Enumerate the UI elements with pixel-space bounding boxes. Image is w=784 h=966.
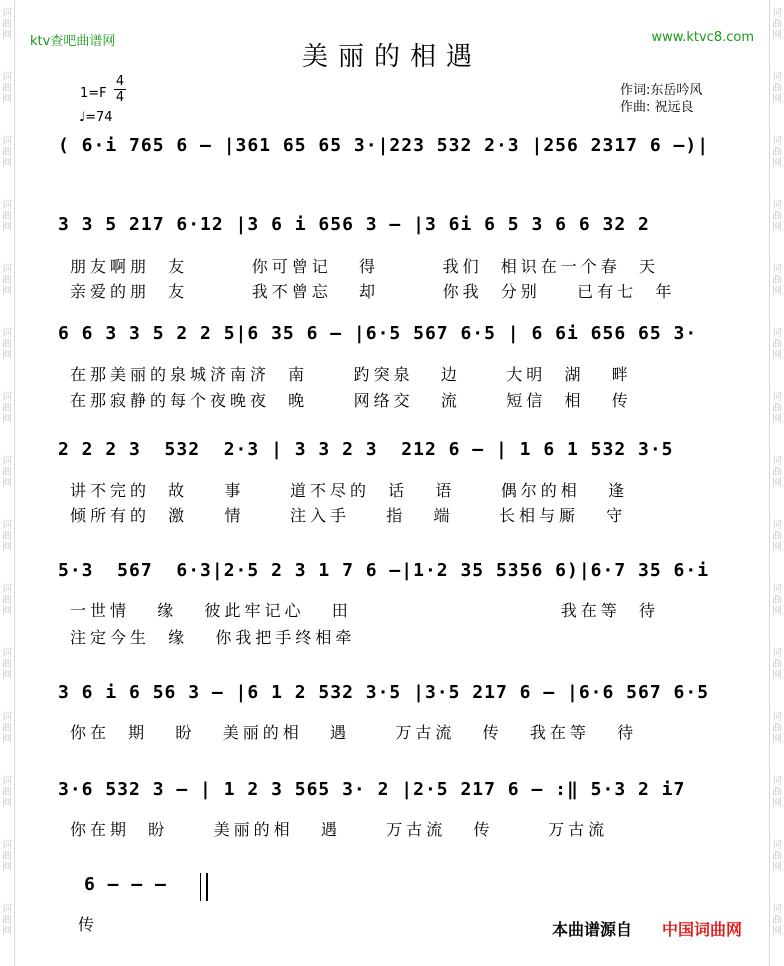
site-url-right: www.ktvc8.com (651, 30, 754, 45)
lyric-row-6: 你在 期 盼 美丽的相 遇 万古流 传 我在等 待 (70, 723, 638, 742)
watermark-left-9: 词 曲 网 (2, 584, 12, 617)
source-label: 本曲谱源自 (552, 920, 633, 939)
notation-row-1: ( 6·i 765 6 – |361 65 65 3·|223 532 2·3 |256 2317 6 –)| (58, 135, 710, 156)
notation-row-6: 3 6 i 6 56 3 – |6 1 2 532 3·5 |3·5 217 6 – |6·6 567 6·5 (58, 682, 710, 703)
watermark-left-10: 词 曲 网 (2, 648, 12, 681)
watermark-left-5: 词 曲 网 (2, 328, 12, 361)
watermark-left-0: 词 曲 网 (2, 8, 12, 41)
watermark-right-13: 词 曲 网 (772, 840, 782, 873)
lyric-row-5-verse-1: 一世情 缘 彼此牢记心 田 我在等 待 (70, 601, 659, 620)
watermark-left-1: 词 曲 网 (2, 72, 12, 105)
lyric-row-4-verse-1: 讲不完的 故 事 道不尽的 话 语 偶尔的相 逢 (70, 481, 629, 500)
lyric-row-3-verse-1: 在那美丽的泉城济南济 南 趵突泉 边 大明 湖 畔 (70, 365, 632, 384)
tempo-marking: ♩=74 (79, 110, 113, 125)
lyric-row-5-verse-2: 注定今生 缘 你我把手终相牵 (70, 628, 356, 647)
lyric-row-4-verse-2: 倾所有的 激 情 注入手 指 端 长相与厮 守 (70, 506, 627, 525)
lyric-row-8: 传 (78, 915, 99, 934)
watermark-right-11: 词 曲 网 (772, 712, 782, 745)
song-title: 美丽的相遇 (301, 42, 482, 72)
notation-row-2: 3 3 5 217 6·12 |3 6 i 656 3 – |3 6i 6 5 3 6 6 32 2 (58, 214, 650, 235)
time-signature (114, 74, 126, 105)
watermark-right-7: 词 曲 网 (772, 456, 782, 489)
notation-row-8: 6 – – – (84, 874, 167, 895)
credits (620, 82, 702, 116)
watermark-left-11: 词 曲 网 (2, 712, 12, 745)
watermark-left-12: 词 曲 网 (2, 776, 12, 809)
final-barline (200, 873, 208, 901)
key-signature: 1=F (80, 86, 107, 101)
watermark-right-14: 词 曲 网 (772, 904, 782, 937)
lyric-row-7: 你在期 盼 美丽的相 遇 万古流 传 万古流 (70, 820, 609, 839)
watermark-right-5: 词 曲 网 (772, 328, 782, 361)
watermark-right-10: 词 曲 网 (772, 648, 782, 681)
notation-row-4: 2 2 2 3 532 2·3 | 3 3 2 3 212 6 – | 1 6 1 532 3·5 (58, 439, 674, 460)
watermark-right-4: 词 曲 网 (772, 264, 782, 297)
notation-row-5: 5·3 567 6·3|2·5 2 3 1 7 6 –|1·2 35 5356 6)|6·7 35 6·i (58, 560, 710, 581)
time-signature-bottom: 4 (115, 90, 125, 105)
notation-row-3: 6 6 3 3 5 2 2 5|6 35 6 – |6·5 567 6·5 | 6 6i 656 65 3· (58, 323, 698, 344)
lyric-row-2-verse-1: 朋友啊朋 友 你可曾记 得 我们 相识在一个春 天 (70, 257, 659, 276)
composer: 作曲: 祝远良 (620, 100, 694, 115)
watermark-right-2: 词 曲 网 (772, 136, 782, 169)
site-name-left: ktv查吧曲谱网 (30, 34, 116, 49)
watermark-left-6: 词 曲 网 (2, 392, 12, 425)
watermark-left-7: 词 曲 网 (2, 456, 12, 489)
lyric-row-2-verse-2: 亲爱的朋 友 我不曾忘 却 你我 分别 已有七 年 (70, 282, 676, 301)
watermark-left-2: 词 曲 网 (2, 136, 12, 169)
time-signature-top: 4 (115, 74, 125, 89)
watermark-right-0: 词 曲 网 (772, 8, 782, 41)
watermark-right-1: 词 曲 网 (772, 72, 782, 105)
watermark-left-3: 词 曲 网 (2, 200, 12, 233)
watermark-right-9: 词 曲 网 (772, 584, 782, 617)
watermark-left-14: 词 曲 网 (2, 904, 12, 937)
lyric-row-3-verse-2: 在那寂静的每个夜晚夜 晚 网络交 流 短信 相 传 (70, 391, 632, 410)
watermark-right-3: 词 曲 网 (772, 200, 782, 233)
watermark-left-4: 词 曲 网 (2, 264, 12, 297)
notation-row-7: 3·6 532 3 – | 1 2 3 565 3· 2 |2·5 217 6 – :‖ 5·3 2 i7 (58, 779, 686, 800)
source-site: 中国词曲网 (662, 920, 743, 939)
watermark-right-8: 词 曲 网 (772, 520, 782, 553)
watermark-right-12: 词 曲 网 (772, 776, 782, 809)
watermark-left-13: 词 曲 网 (2, 840, 12, 873)
watermark-right-6: 词 曲 网 (772, 392, 782, 425)
lyricist: 作词:东岳吟风 (620, 83, 703, 98)
watermark-left-8: 词 曲 网 (2, 520, 12, 553)
